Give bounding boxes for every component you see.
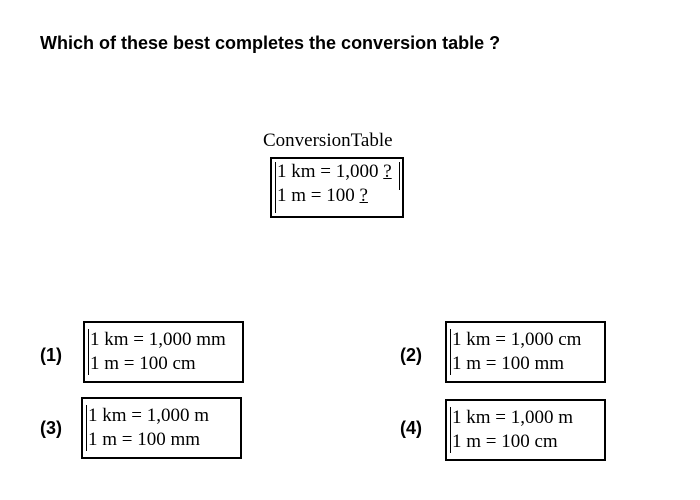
table-inner-left-rule (275, 162, 276, 213)
option-2-label[interactable]: (2) (400, 345, 422, 365)
option-3-box[interactable] (81, 397, 242, 459)
row-km-text: 1 km = 1,000 (277, 161, 384, 182)
row-m-text: 1 m = 100 (277, 185, 360, 206)
option-3-line-1: 1 km = 1,000 m (88, 405, 210, 426)
option-1-line-1: 1 km = 1,000 mm (90, 329, 226, 350)
option-4-label[interactable]: (4) (400, 418, 422, 438)
option-4-line-1: 1 km = 1,000 m (452, 407, 574, 428)
option-3-line-2: 1 m = 100 mm (88, 429, 201, 450)
option-1-label[interactable]: (1) (40, 345, 62, 365)
option-3-label[interactable]: (3) (40, 418, 62, 438)
conversion-table (270, 157, 404, 218)
option-3-inner-rule (86, 405, 87, 451)
option-4-inner-rule (450, 407, 451, 453)
table-inner-right-rule (399, 162, 400, 190)
option-1-line-2: 1 m = 100 cm (90, 353, 196, 374)
row-m-blank: ? (359, 185, 368, 206)
option-2-box[interactable] (445, 321, 606, 383)
conversion-table-row-km (274, 160, 402, 184)
option-2-line-1: 1 km = 1,000 cm (452, 329, 582, 350)
conversion-table-title: ConversionTable (263, 130, 393, 151)
option-2-inner-rule (450, 329, 451, 375)
conversion-table-row-m (274, 184, 402, 208)
option-4-box[interactable] (445, 399, 606, 461)
row-km-blank: ? (383, 161, 392, 182)
option-4-line-2: 1 m = 100 cm (452, 431, 558, 452)
option-1-inner-rule (88, 329, 89, 375)
option-2-line-2: 1 m = 100 mm (452, 353, 565, 374)
option-1-box[interactable] (83, 321, 244, 383)
question-text: Which of these best completes the conversion table ? (40, 33, 501, 53)
